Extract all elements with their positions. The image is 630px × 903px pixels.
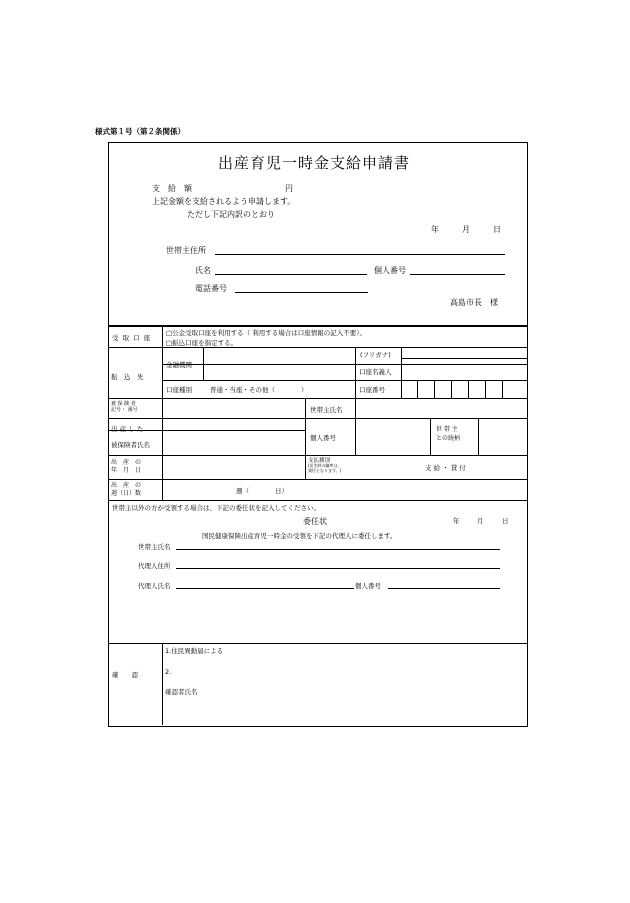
amount-label: 支 給 額 [152,184,192,193]
agent-name-field[interactable] [176,588,354,589]
addressee: 高島市長 様 [450,298,498,307]
divider [108,643,528,644]
divider [401,380,402,398]
agent-personal-no-label: 個人番号 [355,582,381,590]
confirm-label: 確 認 [112,671,138,679]
divider [305,398,306,455]
receive-option-transfer[interactable]: □振込口座を指定する。 [166,339,238,347]
divider [162,380,528,381]
divider [468,380,469,398]
agent-address-label: 代理人住所 [138,562,171,570]
birth-weeks-label: 出 産 の 週（日）数 [111,482,142,497]
divider [108,479,528,480]
holder-label: 口座名義人 [359,368,392,376]
date-day-label: 日 [493,225,501,234]
payment-type-label: 支払種別 [308,458,331,464]
personal-no-field[interactable] [410,274,505,275]
furigana-label: (フリガナ) [360,351,391,359]
delegation-day: 日 [502,517,509,525]
birth-weeks-value[interactable]: 週（ 日） [236,487,288,495]
divider [108,347,528,348]
date-month-label: 月 [462,225,470,234]
confirm-item-2: 2. [165,668,172,676]
name-label: 氏名 [195,266,211,275]
personal-no-label: 個人番号 [374,266,406,275]
divider [434,380,435,398]
divider [478,418,479,455]
delegation-month: 月 [477,517,484,525]
divider [355,418,356,455]
divider [355,398,356,418]
divider [108,325,528,327]
delegation-head-name-field[interactable] [176,549,500,550]
address-label: 世帯主住所 [166,246,206,255]
agent-name-label: 代理人氏名 [138,582,171,590]
divider [108,418,528,419]
household-head-label: 世帯主氏名 [310,406,343,414]
name-field[interactable] [215,274,367,275]
agent-address-field[interactable] [176,568,500,569]
detail-line: ただし下記内訳のとおり [187,210,275,219]
divider [355,347,356,398]
divider [401,347,402,380]
receive-label: 受 取 口 座 [112,334,152,342]
divider [485,380,486,398]
payment-options[interactable]: 支 給 ・ 貸 付 [425,464,466,472]
divider [203,347,204,380]
agent-personal-no-field[interactable] [388,588,500,589]
divider [305,455,306,479]
divider [108,500,528,501]
address-field[interactable] [215,254,505,255]
relation-label: 世 帯 主 との続柄 [436,426,461,442]
delegation-title: 委任状 [303,517,327,526]
born-name-label: 被保険者氏名 [111,441,150,449]
bank-label: 金融機関 [166,361,192,369]
divider [417,380,418,398]
divider [502,380,503,398]
form-number-label: 様式第１号（第２条関係） [95,127,185,136]
account-type-options[interactable]: 普通・当座・その他（ ） [210,386,308,394]
born-label: 出 産 し た [111,425,144,433]
account-no-label: 口座番号 [359,386,385,394]
delegation-text: 国民健康保険出産育児一時金の受領を下記の代理人に委任します。 [202,532,397,540]
form-title: 出産育児一時金支給申請書 [218,154,411,172]
divider [162,643,163,725]
delegation-note: 世帯主以外の方が受領する場合は、下記の委任状を記入してください。 [112,504,320,512]
divider [451,380,452,398]
yen-label: 円 [285,184,293,193]
divider [108,398,528,399]
confirm-item-1: 1.住民異動届による [165,647,224,655]
insured-personal-no-label: 個人番号 [310,434,336,442]
date-year-label: 年 [431,225,439,234]
insured-no-label: 被 保 険 者 記号・ 番号 [111,401,138,413]
confirmer-name-label: 確認者氏名 [165,688,198,696]
delegation-year: 年 [453,517,460,525]
receive-option-public[interactable]: □公金受取口座を利用する（ 利用する場合は口座情報の記入不要）。 [166,329,366,337]
phone-label: 電話番号 [195,284,227,293]
transfer-label: 振 込 先 [111,373,144,381]
divider [162,364,528,365]
account-type-label: 口座種別 [166,386,192,394]
phone-field[interactable] [235,292,368,293]
divider [430,418,431,455]
payment-note: (出生時の職率は、 貸付となります。) [308,463,342,473]
divider [401,358,528,359]
delegation-head-name-label: 世帯主氏名 [138,543,171,551]
birth-date-label: 出 産 の 年 月 日 [111,459,142,474]
request-line: 上記金額を支給されるよう申請します。 [152,197,296,206]
